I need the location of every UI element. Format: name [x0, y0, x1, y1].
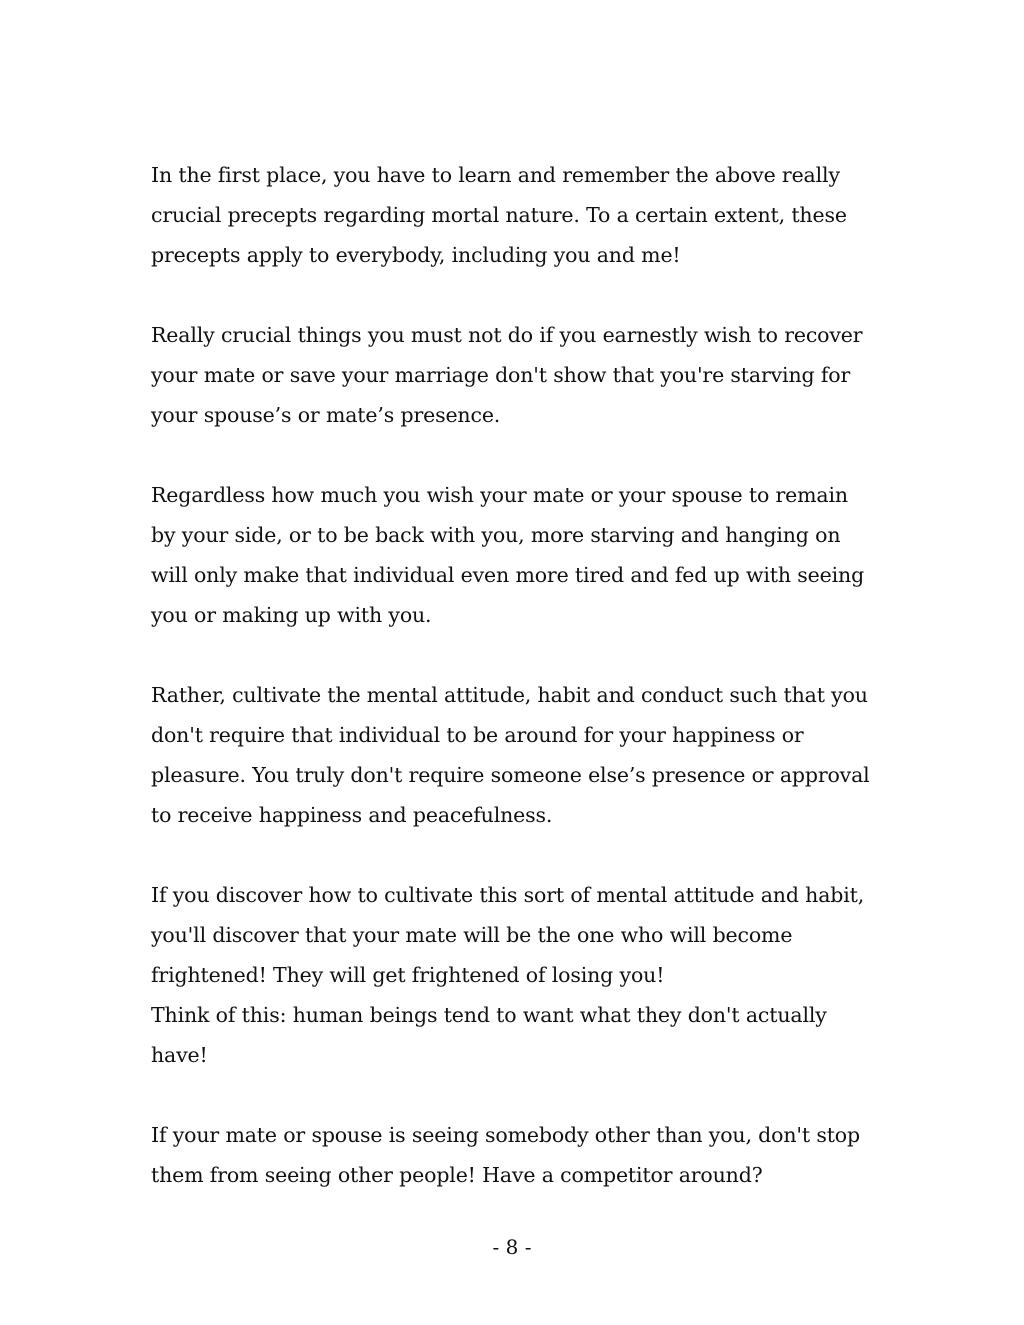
page-number: - 8 - — [492, 1235, 532, 1259]
text-line: don't require that individual to be around for your happiness or — [151, 723, 804, 747]
text-line: crucial precepts regarding mortal nature. To a certain extent, these — [151, 203, 847, 227]
text-line: you'll discover that your mate will be the one who will become — [151, 923, 793, 947]
text-line: frightened! They will get frightened of losing you! — [151, 963, 665, 987]
paragraph-1 — [151, 155, 891, 275]
text-line: your spouse’s or mate’s presence. — [151, 403, 501, 427]
paragraph-4 — [151, 675, 891, 835]
paragraph-5 — [151, 875, 891, 1075]
text-line: to receive happiness and peacefulness. — [151, 803, 553, 827]
text-line: your mate or save your marriage don't show that you're starving for — [151, 363, 851, 387]
text-line: by your side, or to be back with you, more starving and hanging on — [151, 523, 841, 547]
body-text — [151, 155, 891, 1235]
text-line: In the first place, you have to learn and remember the above really — [151, 163, 840, 187]
text-line: you or making up with you. — [151, 603, 432, 627]
text-line: pleasure. You truly don't require someone else’s presence or approval — [151, 763, 870, 787]
text-line: Rather, cultivate the mental attitude, habit and conduct such that you — [151, 683, 868, 707]
text-line: precepts apply to everybody, including you and me! — [151, 243, 681, 267]
text-line: If you discover how to cultivate this sort of mental attitude and habit, — [151, 883, 865, 907]
paragraph-6 — [151, 1115, 891, 1195]
text-line: them from seeing other people! Have a competitor around? — [151, 1163, 763, 1187]
text-line: Think of this: human beings tend to want what they don't actually — [151, 1003, 827, 1027]
paragraph-2 — [151, 315, 891, 435]
paragraph-3 — [151, 475, 891, 635]
text-line: If your mate or spouse is seeing somebody other than you, don't stop — [151, 1123, 860, 1147]
text-line: have! — [151, 1043, 208, 1067]
text-line: Regardless how much you wish your mate or your spouse to remain — [151, 483, 848, 507]
text-line: will only make that individual even more tired and fed up with seeing — [151, 563, 865, 587]
text-line: Really crucial things you must not do if you earnestly wish to recover — [151, 323, 863, 347]
